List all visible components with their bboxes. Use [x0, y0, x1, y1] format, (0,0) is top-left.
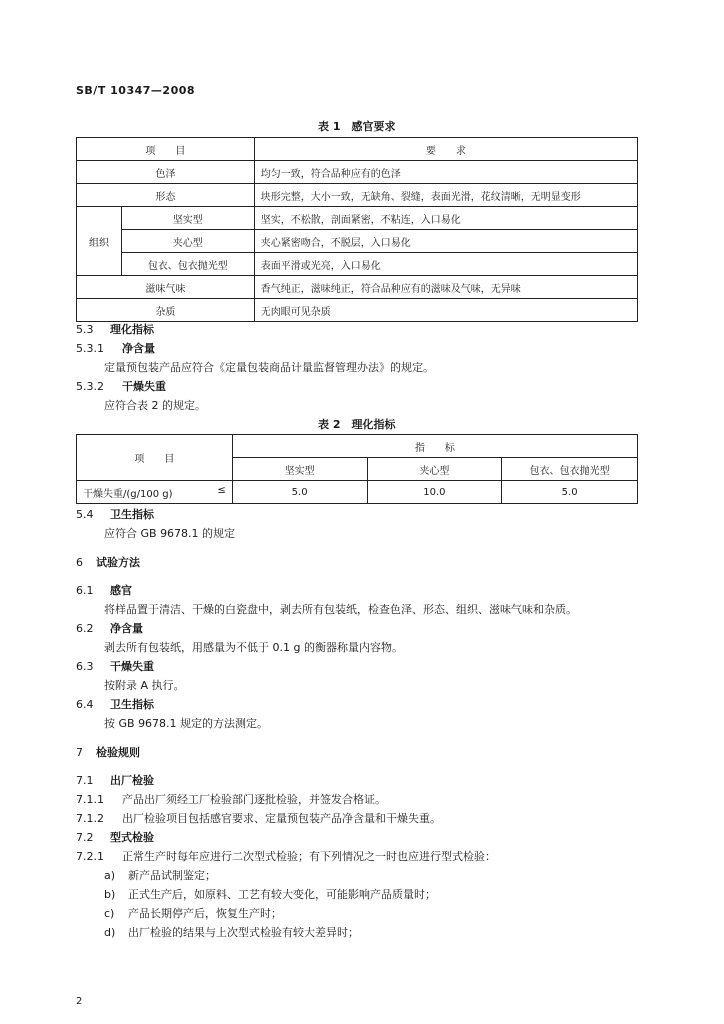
table1-title: 表 1 感官要求 — [318, 120, 396, 133]
table2-header-row — [77, 435, 638, 458]
paragraph: 定量预包装产品应符合《定量包装商品计量监督管理办法》的规定。 — [104, 361, 434, 374]
clause-text: 产品出厂须经工厂检验部门逐批检验，并签发合格证。 — [122, 793, 386, 806]
table-cell: 无肉眼可见杂质 — [254, 299, 637, 322]
section-number: 6.3 — [76, 660, 94, 673]
table-row — [77, 230, 638, 253]
table-row — [77, 184, 638, 207]
list-text: 新产品试制鉴定； — [128, 869, 216, 882]
table-cell — [77, 481, 233, 504]
table-cell: 表面平滑或光亮，入口易化 — [254, 253, 637, 276]
section-heading — [76, 378, 166, 394]
section-number: 5.3.2 — [76, 380, 104, 393]
table-cell: 夹心紧密吻合，不脱层，入口易化 — [254, 230, 637, 253]
section-title: 干燥失重 — [110, 660, 154, 673]
section-title: 干燥失重 — [122, 380, 166, 393]
section-title: 出厂检验 — [110, 774, 154, 787]
section-number: 5.3 — [76, 323, 94, 336]
paragraph: 按附录 A 执行。 — [104, 679, 185, 692]
list-text: 产品长期停产后，恢复生产时； — [128, 907, 282, 920]
section-number: 6.4 — [76, 698, 94, 711]
section-number: 6 — [76, 556, 83, 569]
table2-subcol: 夹心型 — [367, 458, 502, 481]
table-row — [77, 207, 638, 230]
section-title: 检验规则 — [96, 746, 140, 759]
section-number: 6.1 — [76, 584, 94, 597]
section-number: 7.1 — [76, 774, 94, 787]
table-cell: 10.0 — [367, 481, 502, 504]
table1-col-item: 项 目 — [77, 138, 255, 161]
chapter-heading — [76, 744, 140, 760]
section-number: 5.4 — [76, 508, 94, 521]
table-row — [77, 253, 638, 276]
list-marker: d) — [104, 926, 116, 939]
section-heading — [76, 696, 154, 712]
list-item — [104, 886, 436, 902]
section-heading — [76, 829, 154, 845]
list-item — [104, 867, 216, 883]
table2-subcol: 包衣、包衣抛光型 — [502, 458, 638, 481]
table-cell: 色泽 — [77, 161, 255, 184]
clause-text: 出厂检验项目包括感官要求、定量预包装产品净含量和干燥失重。 — [122, 812, 441, 825]
section-heading — [76, 340, 155, 356]
clause-number: 7.1.2 — [76, 812, 104, 825]
row-label: 干燥失重/(g/100 g) — [83, 488, 173, 500]
table2-title: 表 2 理化指标 — [318, 418, 396, 431]
table-row — [77, 276, 638, 299]
table-cell: 滋味气味 — [77, 276, 255, 299]
page-number: 2 — [76, 996, 83, 1007]
section-title: 卫生指标 — [110, 698, 154, 711]
section-title: 试验方法 — [96, 556, 140, 569]
clause-number: 7.1.1 — [76, 793, 104, 806]
paragraph: 应符合表 2 的规定。 — [104, 399, 206, 412]
section-number: 6.2 — [76, 622, 94, 635]
table1-header-row — [77, 138, 638, 161]
standard-code: SB/T 10347—2008 — [76, 84, 196, 97]
paragraph: 剥去所有包装纸，用感量为不低于 0.1 g 的衡器称量内容物。 — [104, 641, 403, 654]
clause-text: 正常生产时每年应进行二次型式检验；有下列情况之一时也应进行型式检验： — [122, 850, 496, 863]
section-heading — [76, 506, 154, 522]
table-cell: 坚实，不松散，剖面紧密，不粘连，入口易化 — [254, 207, 637, 230]
table-row — [77, 299, 638, 322]
paragraph: 将样品置于清洁、干燥的白瓷盘中，剥去所有包装纸，检查色泽、形态、组织、滋味气味和杂质。 — [104, 603, 577, 616]
table-cell: 香气纯正，滋味纯正，符合品种应有的滋味及气味，无异味 — [254, 276, 637, 299]
table-cell: 包衣、包衣抛光型 — [121, 253, 254, 276]
table2-subcol: 坚实型 — [232, 458, 367, 481]
clause — [76, 848, 496, 864]
section-heading — [76, 321, 154, 337]
paragraph: 应符合 GB 9678.1 的规定 — [104, 527, 236, 540]
list-text: 出厂检验的结果与上次型式检验有较大差异时； — [128, 926, 359, 939]
section-title: 感官 — [110, 584, 132, 597]
table-cell: 均匀一致，符合品种应有的色泽 — [254, 161, 637, 184]
table-cell: 夹心型 — [121, 230, 254, 253]
table-cell: 5.0 — [232, 481, 367, 504]
section-number: 5.3.1 — [76, 342, 104, 355]
table2-col-index: 指 标 — [232, 435, 637, 458]
table1-col-req: 要 求 — [254, 138, 637, 161]
section-number: 7.2 — [76, 831, 94, 844]
table1 — [76, 137, 638, 322]
section-heading — [76, 772, 154, 788]
section-title: 净含量 — [122, 342, 155, 355]
chapter-heading — [76, 554, 140, 570]
section-heading — [76, 620, 143, 636]
section-title: 型式检验 — [110, 831, 154, 844]
table1-group-label: 组织 — [77, 207, 122, 276]
clause — [76, 810, 441, 826]
table2-col-item: 项 目 — [77, 435, 233, 481]
table-cell: 块形完整，大小一致，无缺角、裂缝，表面光滑，花纹清晰，无明显变形 — [254, 184, 637, 207]
table2 — [76, 434, 638, 504]
table-cell: 5.0 — [502, 481, 638, 504]
table-cell: 形态 — [77, 184, 255, 207]
clause-number: 7.2.1 — [76, 850, 104, 863]
list-marker: b) — [104, 888, 116, 901]
paragraph: 按 GB 9678.1 规定的方法测定。 — [104, 717, 269, 730]
list-item — [104, 924, 359, 940]
table-cell: 杂质 — [77, 299, 255, 322]
section-heading — [76, 582, 132, 598]
clause — [76, 791, 386, 807]
list-marker: a) — [104, 869, 116, 882]
table-row — [77, 161, 638, 184]
row-symbol: ≤ — [217, 484, 226, 496]
list-marker: c) — [104, 907, 115, 920]
table-row — [77, 481, 638, 504]
section-title: 净含量 — [110, 622, 143, 635]
list-item — [104, 905, 282, 921]
table-cell: 坚实型 — [121, 207, 254, 230]
list-text: 正式生产后，如原料、工艺有较大变化，可能影响产品质量时； — [128, 888, 436, 901]
section-title: 卫生指标 — [110, 508, 154, 521]
section-number: 7 — [76, 746, 83, 759]
section-title: 理化指标 — [110, 323, 154, 336]
section-heading — [76, 658, 154, 674]
